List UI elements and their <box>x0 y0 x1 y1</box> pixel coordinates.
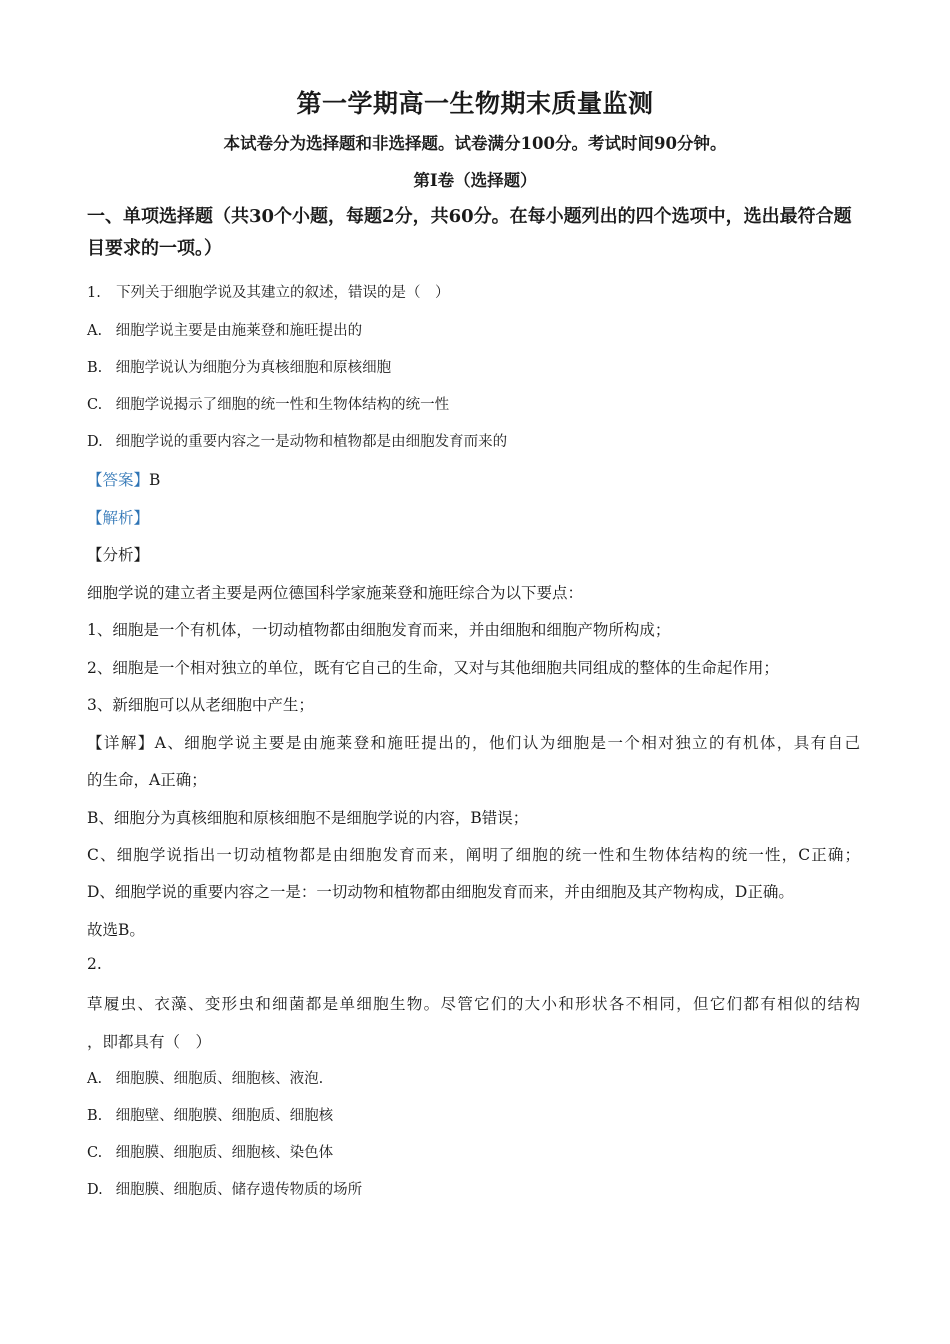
question-2-number: 2. <box>87 955 102 973</box>
option-c <box>87 393 449 414</box>
answer-value: B <box>149 471 161 489</box>
option-label: B. <box>87 360 103 376</box>
fenxi-line: 3、新细胞可以从老细胞中产生； <box>87 696 314 714</box>
detail-line: C、细胞学说指出一切动植物都是由细胞发育而来，阐明了细胞的统一性和生物体结构的统一性，C正确； <box>87 846 860 864</box>
option-text: 细胞膜、细胞质、细胞核、液泡. <box>115 1071 324 1087</box>
question-text: 下列关于细胞学说及其建立的叙述，错误的是（ ） <box>116 285 450 301</box>
detail-line: B、细胞分为真核细胞和原核细胞不是细胞学说的内容，B错误； <box>87 809 529 827</box>
fenxi-line: 2、细胞是一个相对独立的单位，既有它自己的生命，又对与其他细胞共同组成的整体的生命起作用； <box>87 659 779 677</box>
option-text: 细胞学说主要是由施莱登和施旺提出的 <box>115 323 363 339</box>
detail-first-line <box>87 731 860 753</box>
option-label: D. <box>87 1182 103 1198</box>
option-a <box>87 319 362 340</box>
detail-line: 的生命，A正确； <box>87 771 207 789</box>
exam-instructions: 本试卷分为选择题和非选择题。试卷满分100分。考试时间90分钟。 <box>223 134 727 153</box>
detail-line: 故选B。 <box>87 921 145 939</box>
option-a <box>87 1067 323 1088</box>
option-c <box>87 1141 333 1162</box>
option-label: C. <box>87 1145 103 1161</box>
option-d <box>87 1178 362 1199</box>
option-d <box>87 430 507 451</box>
page-title: 第一学期高一生物期末质量监测 <box>296 89 654 118</box>
question-2-stem-cont: ，即都具有（ ） <box>87 1033 212 1051</box>
detail-line: D、细胞学说的重要内容之一是：一切动物和植物都由细胞发育而来，并由细胞及其产物构成，D正确。 <box>87 883 794 901</box>
option-label: D. <box>87 434 103 450</box>
question-2-stem: 草履虫、衣藻、变形虫和细菌都是单细胞生物。尽管它们的大小和形状各不相同，但它们都有相似的结构 <box>87 995 860 1013</box>
answer-tag: 【答案】 <box>87 471 150 489</box>
detail-tag: 【详解】 <box>87 734 155 752</box>
option-b <box>87 1104 333 1125</box>
analysis-tag: 【解析】 <box>87 509 150 527</box>
fenxi-line: 1、细胞是一个有机体，一切动植物都由细胞发育而来，并由细胞和细胞产物所构成； <box>87 621 671 639</box>
option-text: 细胞学说揭示了细胞的统一性和生物体结构的统一性 <box>115 397 450 413</box>
option-text: 细胞壁、细胞膜、细胞质、细胞核 <box>115 1108 334 1124</box>
question-number: 1. <box>87 285 101 301</box>
option-text: 细胞膜、细胞质、细胞核、染色体 <box>115 1145 334 1161</box>
option-label: B. <box>87 1108 103 1124</box>
volume-heading: 第Ⅰ卷（选择题） <box>413 171 537 190</box>
detail-text: A、细胞学说主要是由施莱登和施旺提出的，他们认为细胞是一个相对独立的有机体，具有自己 <box>154 734 860 752</box>
fenxi-tag: 【分析】 <box>87 546 150 564</box>
section-heading: 一、单项选择题（共30个小题，每题2分，共60分。在每小题列出的四个选项中，选出最符合题目要求的一项。） <box>87 206 852 259</box>
option-text: 细胞学说认为细胞分为真核细胞和原核细胞 <box>115 360 392 376</box>
option-label: A. <box>87 1071 103 1087</box>
option-b <box>87 356 391 377</box>
option-label: A. <box>87 323 103 339</box>
fenxi-line: 细胞学说的建立者主要是两位德国科学家施莱登和施旺综合为以下要点： <box>87 584 584 602</box>
option-text: 细胞膜、细胞质、储存遗传物质的场所 <box>115 1182 363 1198</box>
option-label: C. <box>87 397 103 413</box>
option-text: 细胞学说的重要内容之一是动物和植物都是由细胞发育而来的 <box>115 434 508 450</box>
answer-line <box>87 468 160 490</box>
question-1-stem <box>87 281 450 302</box>
